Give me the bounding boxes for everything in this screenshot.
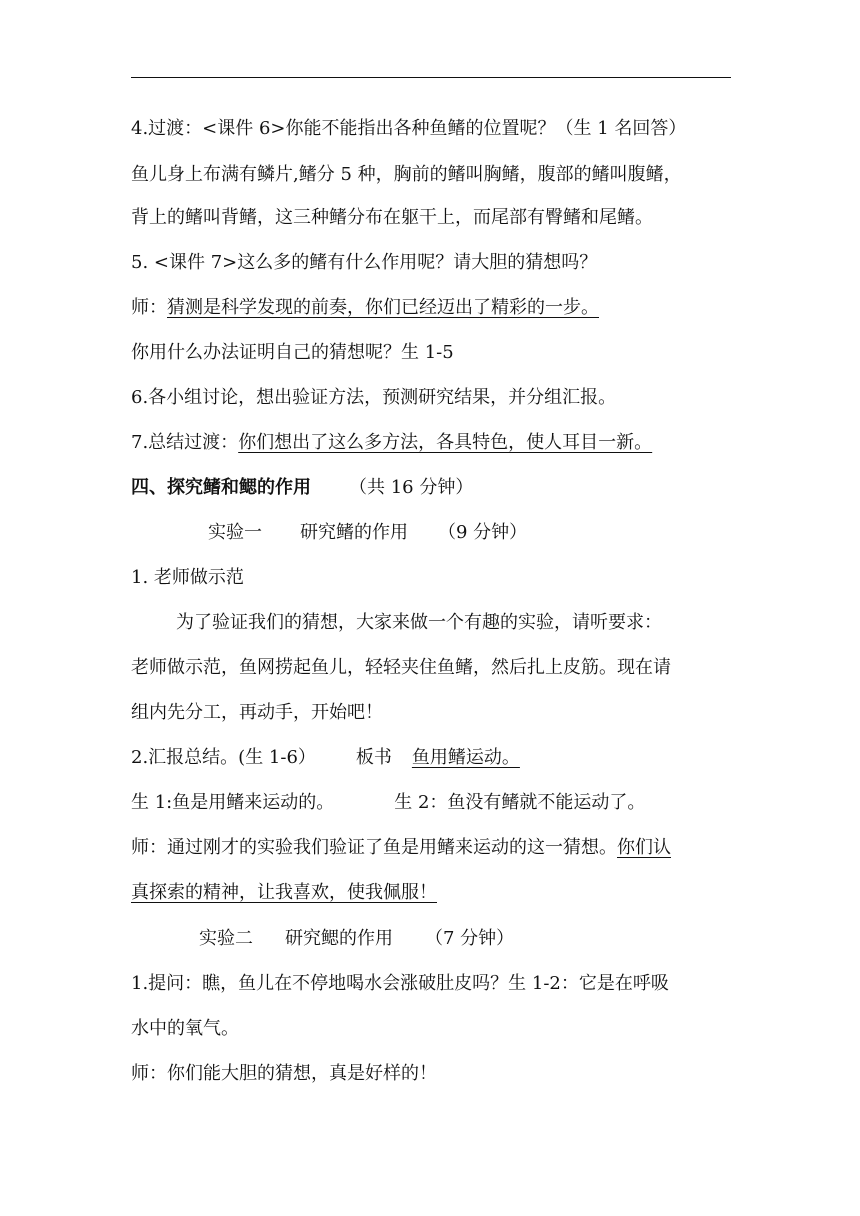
summary-prefix: 7.总结过渡： <box>131 432 239 453</box>
experiment-duration: （9 分钟） <box>438 522 528 543</box>
report-line <box>131 746 520 770</box>
paragraph-line: 老师做示范，鱼网捞起鱼儿，轻轻夹住鱼鳍，然后扎上皮筋。现在请 <box>131 657 671 678</box>
experiment-duration: （7 分钟） <box>425 928 515 949</box>
section-title: 四、探究鳍和鳃的作用 <box>131 477 311 498</box>
summary-line <box>131 431 652 455</box>
teacher-remark: 师：通过刚才的实验我们验证了鱼是用鳍来运动的这一猜想。 <box>131 837 617 858</box>
paragraph-line-4: 4.过渡：<课件 6>你能不能指出各种鱼鳍的位置呢？（生 1 名回答） <box>131 118 687 139</box>
blackboard-text: 鱼用鳍运动。 <box>411 747 520 768</box>
underlined-remark-continued: 真探索的精神，让我喜欢，使我佩服！ <box>131 882 437 903</box>
experiment-2-heading <box>199 927 514 951</box>
experiment-title: 研究鳃的作用 <box>285 928 393 949</box>
underlined-remark: 猜测是科学发现的前奏，你们已经迈出了精彩的一步。 <box>167 297 599 318</box>
report-text: 2.汇报总结。(生 1-6） <box>131 747 316 768</box>
teacher-line <box>131 296 599 320</box>
experiment-title: 研究鳍的作用 <box>300 522 408 543</box>
experiment-1-heading <box>208 521 527 545</box>
section-duration: （共 16 分钟） <box>349 477 474 498</box>
paragraph-line: 背上的鳍叫背鳍，这三种鳍分布在躯干上，而尾部有臀鳍和尾鳍。 <box>131 207 653 228</box>
paragraph-line-6: 6.各小组讨论，想出验证方法，预测研究结果，并分组汇报。 <box>131 387 617 408</box>
experiment-label: 实验一 <box>208 522 262 543</box>
paragraph-line: 组内先分工，再动手，开始吧！ <box>131 702 383 723</box>
paragraph-line: 1.提问：瞧，鱼儿在不停地喝水会涨破肚皮吗？生 1-2：它是在呼吸 <box>131 973 669 994</box>
paragraph-line: 为了验证我们的猜想，大家来做一个有趣的实验，请听要求： <box>176 612 662 633</box>
experiment-label: 实验二 <box>199 928 253 949</box>
underlined-remark: 你们认 <box>617 837 671 858</box>
paragraph-line: 你用什么办法证明自己的猜想呢？生 1-5 <box>131 342 454 363</box>
underlined-remark: 你们想出了这么多方法，各具特色，使人耳目一新。 <box>238 432 653 453</box>
student-2-answer: 生 2：鱼没有鳍就不能运动了。 <box>394 792 646 813</box>
teacher-line <box>131 836 671 860</box>
paragraph-line: 水中的氧气。 <box>131 1018 239 1039</box>
header-rule <box>131 77 731 78</box>
teacher-line: 师：你们能大胆的猜想，真是好样的！ <box>131 1063 437 1084</box>
paragraph-line: 鱼儿身上布满有鳞片,鳍分 5 种，胸前的鳍叫胸鳍，腹部的鳍叫腹鳍， <box>131 164 682 185</box>
paragraph-line-5: 5. <课件 7>这么多的鳍有什么作用呢？请大胆的猜想吗？ <box>131 252 598 273</box>
student-1-answer: 生 1:鱼是用鳍来运动的。 <box>131 792 335 813</box>
blackboard-label: 板书 <box>355 747 392 768</box>
teacher-prefix: 师： <box>131 297 167 318</box>
section-heading <box>131 476 473 500</box>
student-answers-line <box>131 791 645 815</box>
paragraph-line: 1. 老师做示范 <box>131 567 244 588</box>
